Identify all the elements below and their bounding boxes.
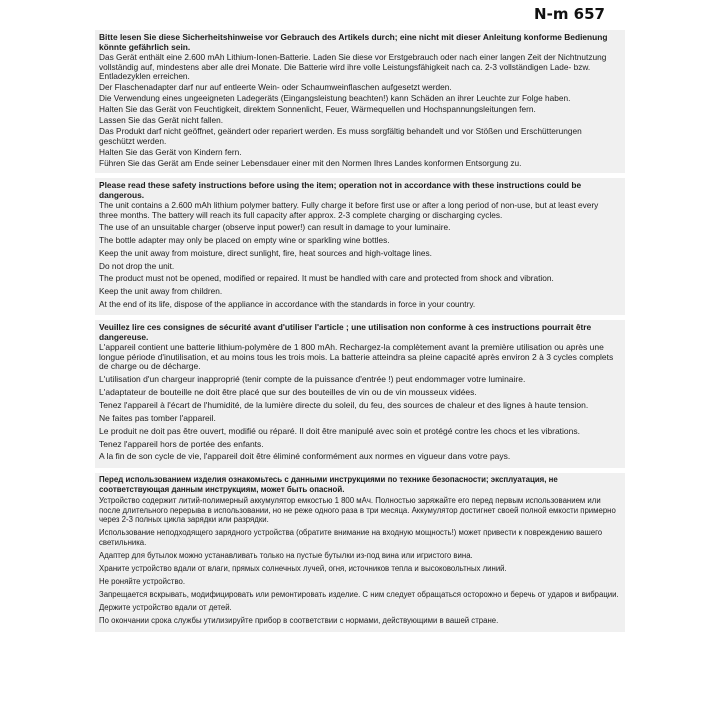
instruction-line: The use of an unsuitable charger (observe input power!) can result in damage to your luminaire. [99,222,451,233]
section-russian [95,473,625,632]
section-title: Bitte lesen Sie diese Sicherheitshinweise vor Gebrauch des Artikels durch; eine nicht mit dieser Anleitung konforme Bedienung könnte gefährlich sein. [99,32,608,52]
instruction-line: Tenez l'appareil hors de portée des enfants. [99,438,264,449]
instruction-line: Держите устройство вдали от детей. [99,602,232,612]
instruction-line: Использование неподходящего зарядного устройства (обратите внимание на входную мощность!) может привести к повреждению вашего светильника. [99,528,603,547]
instruction-line: The product must not be opened, modified or repaired. It must be handled with care and protected from shock and vibration. [99,273,554,284]
instruction-line: По окончании срока службы утилизируйте прибор в соответствии с нормами, действующими в вашей стране. [99,615,499,625]
instruction-line: A la fin de son cycle de vie, l'appareil doit être éliminé conformément aux normes en vigueur dans votre pays. [99,451,511,462]
instruction-line: Keep the unit away from children. [99,285,223,296]
instruction-line: Das Produkt darf nicht geöffnet, geändert oder repariert werden. Es muss sorgfältig behandelt und vor Stößen und Erschütterungen geschützt werden. [99,126,582,146]
instruction-line: Не роняйте устройство. [99,576,186,586]
instruction-line: Le produit ne doit pas être ouvert, modifié ou réparé. Il doit être manipulé avec soin et protégé contre les chocs et les vibrations. [99,425,580,436]
instruction-line: Keep the unit away from moisture, direct sunlight, fire, heat sources and high-voltage lines. [99,247,432,258]
instruction-line: Ne faites pas tomber l'appareil. [99,412,216,423]
document-code: N-m 657 [534,5,605,23]
instruction-line: Der Flaschenadapter darf nur auf entleerte Wein- oder Schaumweinflaschen aufgesetzt werden. [99,82,452,93]
section-title: Veuillez lire ces consignes de sécurité avant d'utiliser l'article ; une utilisation non conforme à ces instructions pourrait être dangereuse. [99,322,592,343]
instruction-line: Храните устройство вдали от влаги, прямых солнечных лучей, огня, источников тепла и высоковольтных линий. [99,563,507,573]
instruction-line: Запрещается вскрывать, модифицировать или ремонтировать изделие. С ним следует обращаться осторожно и беречь от ударов и вибрации. [99,589,619,599]
instruction-line: The bottle adapter may only be placed on empty wine or sparkling wine bottles. [99,235,390,246]
instruction-line: L'appareil contient une batterie lithium-polymère de 1 800 mAh. Rechargez-la complètement avant la première utilisation ou après une longue période d'inutilisation, et au moins tous les trois mois. La batterie atteindra sa pleine capacité après environ 2 à 3 cycles complets de charge ou de décharge. [99,342,614,372]
instruction-line: L'adaptateur de bouteille ne doit être placé que sur des bouteilles de vin ou de vin mousseux vidées. [99,387,477,398]
instruction-line: Do not drop the unit. [99,260,175,271]
section-title: Перед использованием изделия ознакомьтесь с данными инструкциями по технике безопасности; эксплуатация, не соответствующая данным инструкциям, может быть опасной. [99,475,558,495]
instruction-line: Устройство содержит литий-полимерный аккумулятор емкостью 1 800 мАч. Полностью заряжайте его перед первым использованием или после длительного перерыва в использовании, но не реже одного раза в три месяца. Аккумулятор достигнет своей полной емкости примерно через 2-3 полных цикла зарядки или разрядки. [99,496,616,525]
section-title: Please read these safety instructions before using the item; operation not in accordance with these instructions could be dangerous. [99,180,582,201]
instruction-line: Die Verwendung eines ungeeigneten Ladegeräts (Eingangsleistung beachten!) kann Schäden an ihrer Leuchte zur Folge haben. [99,93,571,104]
instruction-line: Lassen Sie das Gerät nicht fallen. [99,115,224,126]
instruction-line: Führen Sie das Gerät am Ende seiner Lebensdauer einer mit den Normen Ihres Landes konformen Entsorgung zu. [99,158,522,169]
section-french [95,320,625,468]
section-german [95,30,625,173]
instruction-line: At the end of its life, dispose of the appliance in accordance with the standards in force in your country. [99,298,476,309]
instruction-line: Tenez l'appareil à l'écart de l'humidité, de la lumière directe du soleil, du feu, des sources de chaleur et des lignes à haute tension. [99,399,589,410]
section-english [95,178,625,315]
instruction-line: L'utilisation d'un chargeur inapproprié (tenir compte de la puissance d'entrée !) peut endommager votre luminaire. [99,374,526,385]
instruction-line: Halten Sie das Gerät von Feuchtigkeit, direktem Sonnenlicht, Feuer, Wärmequellen und Hochspannungsleitungen fern. [99,104,536,115]
instruction-line: Das Gerät enthält eine 2.600 mAh Lithium-Ionen-Batterie. Laden Sie diese vor Erstgebrauch oder nach einer langen Zeit der Nichtnutzung vollständig auf, mindestens aber alle drei Monate. Die Batterie wird ihre volle Leistungsfähigkeit nach ca. 2-3 vollständigen Lade- bzw. Entladezyklen erreichen. [99,52,607,81]
safety-instructions [99,30,619,632]
instruction-line: Адаптер для бутылок можно устанавливать только на пустые бутылки из-под вина или игристого вина. [99,550,473,560]
instruction-line: The unit contains a 2.600 mAh lithium polymer battery. Fully charge it before first use or after a long period of non-use, but at least every three months. The battery will reach its full capacity after approx. 2-3 complete charging or discharging cycles. [99,200,599,220]
instruction-line: Halten Sie das Gerät von Kindern fern. [99,147,242,158]
